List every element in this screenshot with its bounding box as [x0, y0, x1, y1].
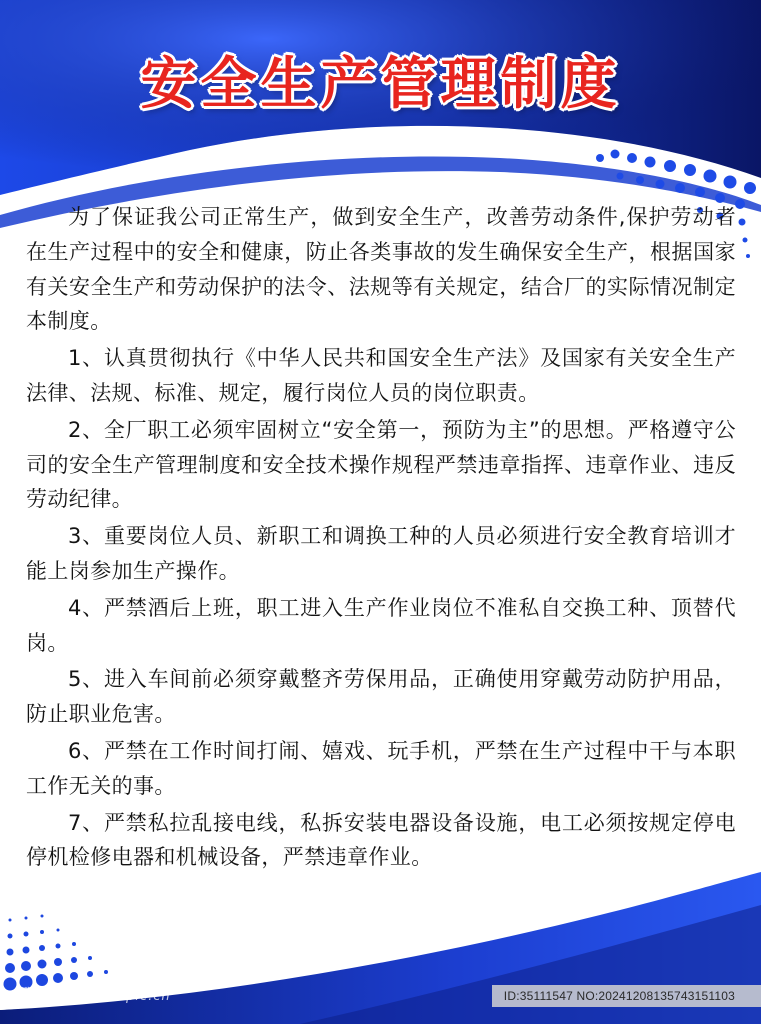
watermark-site: www.nipic.cn [73, 989, 171, 1004]
regulation-body [26, 200, 736, 877]
watermark-id-label: ID:35111547 NO:20241208135743151103 [492, 985, 761, 1007]
page-title: 安全生产管理制度 [140, 51, 621, 117]
rule-item-5: 5、进入车间前必须穿戴整齐劳保用品，正确使用穿戴劳动防护用品，防止职业危害。 [26, 667, 736, 727]
rule-item-3: 3、重要岗位人员、新职工和调换工种的人员必须进行安全教育培训才能上岗参加生产操作。 [26, 524, 736, 583]
watermark-brand-text: 昵图网 [18, 985, 70, 1004]
intro-paragraph: 为了保证我公司正常生产，做到安全生产，改善劳动条件,保护劳动者在生产过程中的安全和健康，防止各类事故的发生确保安全生产，根据国家有关安全生产和劳动保护的法令、法规等有关规定，结合厂的实际情况制定本制度。 [26, 205, 736, 334]
rule-item-4: 4、严禁酒后上班，职工进入生产作业岗位不准私自交换工种、顶替代岗。 [26, 595, 736, 655]
rule-item-1: 1、认真贯彻执行《中华人民共和国安全生产法》及国家有关安全生产法律、法规、标准、规定，履行岗位人员的岗位职责。 [26, 346, 736, 405]
rule-item-7: 7、严禁私拉乱接电线，私拆安装电器设备设施，电工必须按规定停电停机检修电器和机械设备，严禁违章作业。 [26, 810, 736, 870]
rule-item-2: 2、全厂职工必须牢固树立“安全第一，预防为主”的思想。严格遵守公司的安全生产管理制度和安全技术操作规程严禁违章指挥、违章作业、违反劳动纪律。 [26, 417, 736, 512]
watermark-brand [18, 982, 171, 1005]
rule-item-6: 6、严禁在工作时间打闹、嬉戏、玩手机，严禁在生产过程中干与本职工作无关的事。 [26, 738, 736, 798]
